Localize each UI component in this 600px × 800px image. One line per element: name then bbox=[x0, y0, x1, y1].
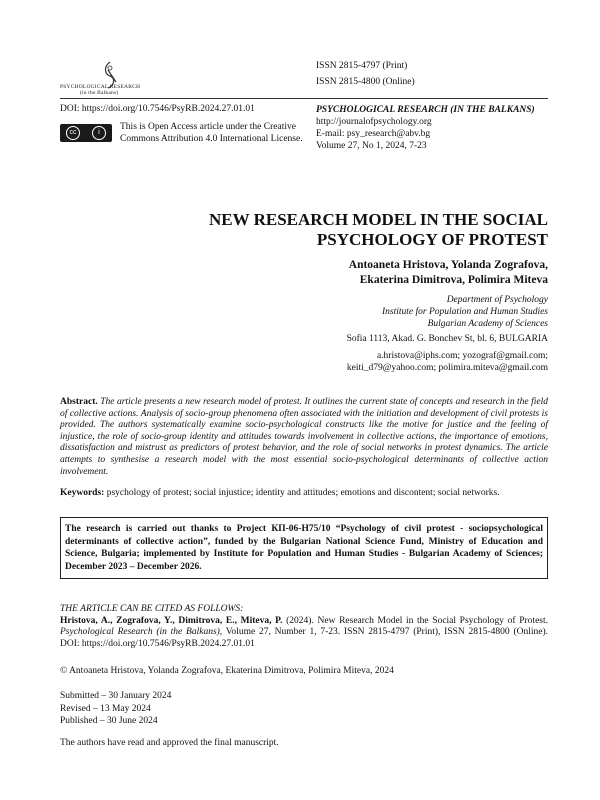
keywords bbox=[60, 488, 548, 498]
copyright: © Antoaneta Hristova, Yolanda Zografova, Ekaterina Dimitrova, Polimira Miteva, 2024 bbox=[60, 666, 394, 676]
address: Sofia 1113, Akad. G. Bonchev St, bl. 6, BULGARIA bbox=[346, 334, 548, 344]
date-submitted: Submitted – 30 January 2024 bbox=[60, 691, 172, 701]
logo-text: PSYCHOLOGICAL RESEARCH (in the Balkans) bbox=[60, 84, 141, 96]
citation-label: THE ARTICLE CAN BE CITED AS FOLLOWS: bbox=[60, 604, 244, 614]
issn-print: ISSN 2815-4797 (Print) bbox=[316, 61, 408, 71]
citation: THE ARTICLE CAN BE CITED AS FOLLOWS: Hristova, A., Zografova, Y., Dimitrova, E., Miteva, P. (2024). New Research Model in the Social Psychology of Protest. Psychological Research (in the Balkans), Volume 27, Number 1, 7-23. ISSN 2815-4797 (Print), ISSN 2815-4800 (Online). DOI: https://doi.org/10.7546/PsyRB.2024.27.01.01 bbox=[60, 604, 549, 649]
keywords-label: Keywords: bbox=[60, 488, 105, 498]
keywords-text: psychology of protest; social injustice; identity and attitudes; emotions and discontent; social networks. bbox=[106, 488, 500, 498]
issn-online: ISSN 2815-4800 (Online) bbox=[316, 77, 415, 87]
citation-authors: Hristova, A., Zografova, Y., Dimitrova, E., Miteva, P. bbox=[60, 615, 283, 626]
date-revised: Revised – 13 May 2024 bbox=[60, 703, 151, 714]
journal-email[interactable]: E-mail: psy_research@abv.bg bbox=[316, 129, 431, 139]
cc-license-icon[interactable]: cc i bbox=[60, 124, 112, 142]
journal-url[interactable]: http://journalofpsychology.org bbox=[316, 117, 432, 127]
date-published: Published – 30 June 2024 bbox=[60, 716, 158, 726]
author-list: Antoaneta Hristova, Yolanda Zografova, Ekaterina Dimitrova, Polimira Miteva bbox=[348, 259, 548, 286]
funding-box: The research is carried out thanks to Project КП-06-Н75/10 “Psychology of civil protest - sociopsychological determinants of collective action”, funded by the Bulgarian National Science Fund, Ministry of Education and Science, Bulgaria; implemented by Institute for Population and Human Studies - Bulgarian Academy of Sciences; December 2023 – December 2026. bbox=[60, 517, 548, 579]
article-title: NEW RESEARCH MODEL IN THE SOCIAL PSYCHOLOGY OF PROTEST bbox=[209, 210, 548, 249]
affiliation: Department of Psychology Institute for Population and Human Studies Bulgarian Academy of Sciences bbox=[382, 295, 548, 329]
author-emails: a.hristova@iphs.com; yozograf@gmail.com; keiti_d79@yahoo.com; polimira.miteva@gmail.com bbox=[346, 351, 548, 373]
open-access-note: This is Open Access article under the Creative Commons Attribution 4.0 International License. bbox=[120, 122, 303, 144]
publication-dates bbox=[60, 690, 171, 728]
citation-journal: Psychological Research (in the Balkans), bbox=[60, 627, 223, 638]
doi-link[interactable]: DOI: https://doi.org/10.7546/PsyRB.2024.27.01.01 bbox=[60, 104, 255, 114]
abstract-text: The article presents a new research model of protest. It outlines the current state of concepts and research in the field of collective actions. Analysis of socio-group phenomena often associated with the initiation and development of civil protests is provided. The authors systematically examine socio-psychological constructs like the motive for justice and the feeling of injustice, the role of socio-group identity and attitudes towards involvement in collective actions, the importance of emotions, dissatisfaction and mistrust as predictors of protest behavior, and the role of social networks in protest dynamics. The article attempts to synthesise a research model with the most essential socio-psychological determinants of collective action involvement. bbox=[60, 397, 549, 477]
abstract-label: Abstract. bbox=[60, 397, 98, 407]
journal-volume: Volume 27, No 1, 2024, 7-23 bbox=[316, 141, 427, 151]
journal-info bbox=[316, 104, 535, 152]
journal-title: PSYCHOLOGICAL RESEARCH (IN THE BALKANS) bbox=[316, 105, 535, 115]
issn-block bbox=[316, 58, 415, 90]
final-note: The authors have read and approved the final manuscript. bbox=[60, 738, 279, 748]
abstract bbox=[60, 397, 548, 478]
header-divider bbox=[60, 98, 548, 99]
